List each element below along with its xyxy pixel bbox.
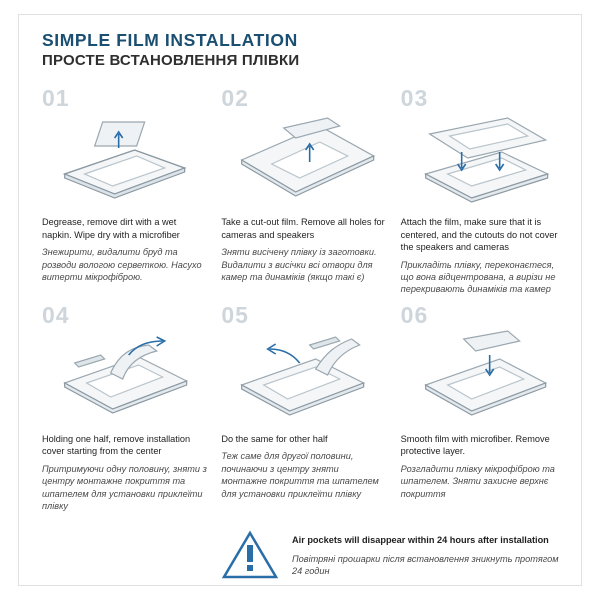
footer-text-en: Air pockets will disappear within 24 hours after installation (292, 535, 549, 546)
step-text-uk: Теж саме для другої половини, починаючи з центру зняти монтажне покриття та шпателем для установки приклеїти плівку (221, 451, 379, 499)
step-number: 06 (400, 301, 429, 328)
phone-with-wipe-icon (42, 112, 207, 208)
peel-half-squeegee-icon (42, 329, 207, 425)
step-text-uk: Знежирити, видалити бруд та розводи вологою серветкою. Насухо витерти мікрофіброю. (42, 247, 202, 283)
warning-exclamation-icon (222, 530, 278, 580)
step-text-en: Degrease, remove dirt with a wet napkin. Wipe dry with a microfiber (42, 217, 180, 240)
footer-text-uk: Повітряні прошарки після встановлення зникнуть протягом 24 годин (292, 553, 559, 577)
page-title-uk: ПРОСТЕ ВСТАНОВЛЕННЯ ПЛІВКИ (42, 52, 300, 70)
steps-grid (42, 87, 566, 516)
step-card-01 (42, 87, 207, 300)
footer-text-block (292, 530, 566, 577)
step-number: 03 (400, 85, 429, 112)
step-number: 02 (221, 85, 249, 112)
footer-note (42, 530, 566, 580)
film-cutout-sheet-icon (221, 112, 386, 208)
step-card-05 (221, 301, 386, 517)
step-text-uk: Прикладіть плівку, переконаєтеся, що вона відцентрована, а вирізи не перекривають динаміків та камер (400, 259, 556, 295)
step-text-en: Do the same for other half (221, 433, 328, 444)
step-card-06 (400, 301, 566, 517)
step-number: 01 (42, 85, 70, 112)
peel-other-half-icon (221, 329, 386, 425)
step-text-en: Holding one half, remove installation cover starting from the center (42, 433, 191, 457)
step-card-02 (221, 87, 386, 300)
step-text-uk: Зняти висічену плівку із заготовки. Видалити з висічки всі отвори для камер та динаміків (якщо такі є) (221, 247, 377, 283)
step-text-en: Attach the film, make sure that it is centered, and the cutouts do not cover the speakers and cameras (400, 217, 558, 253)
step-text-en: Smooth film with microfiber. Remove protective layer. (400, 433, 550, 457)
page-title-en: SIMPLE FILM INSTALLATION (42, 30, 298, 50)
smooth-microfiber-icon (401, 329, 566, 425)
step-number: 05 (221, 301, 249, 328)
step-text-uk: Розгладити плівку мікрофіброю та шпателем. Зняти захисне верхнє покриття (400, 463, 555, 499)
step-card-03 (401, 87, 566, 300)
film-align-phone-icon (401, 112, 566, 208)
header (42, 30, 566, 69)
step-card-04 (42, 301, 207, 517)
step-number: 04 (42, 301, 70, 328)
step-text-en: Take a cut-out film. Remove all holes for cameras and speakers (221, 217, 385, 240)
step-text-uk: Притримуючи одну половину, зняти з центру монтажне покриття та шпателем для установки приклеїти плівку (42, 463, 207, 512)
